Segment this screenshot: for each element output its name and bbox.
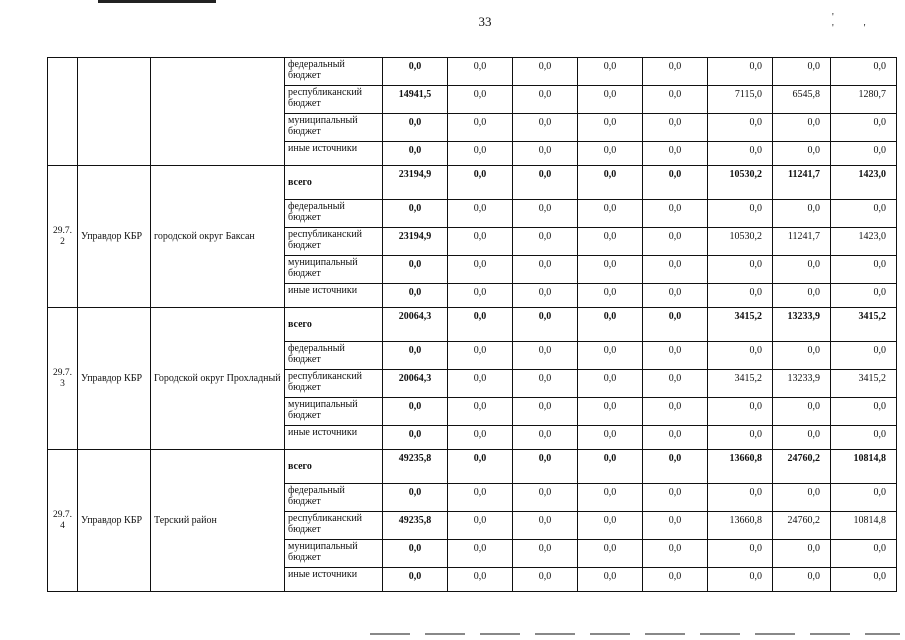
value-cell: 0,0: [773, 484, 831, 512]
value-cell: 0,0: [383, 142, 448, 166]
funding-source: иные источники: [285, 142, 383, 166]
funding-source: муниципальный бюджет: [285, 398, 383, 426]
value-cell: 0,0: [513, 86, 578, 114]
value-cell: 0,0: [513, 426, 578, 450]
value-cell: 0,0: [513, 450, 578, 484]
value-cell: 0,0: [773, 200, 831, 228]
funding-source: республиканский бюджет: [285, 228, 383, 256]
value-cell: 0,0: [448, 58, 513, 86]
page-number: 33: [478, 14, 492, 29]
value-cell: 0,0: [578, 370, 643, 398]
value-cell: 0,0: [643, 142, 708, 166]
value-cell: 0,0: [643, 540, 708, 568]
value-cell: 0,0: [448, 228, 513, 256]
value-cell: 11241,7: [773, 228, 831, 256]
value-cell: 0,0: [708, 540, 773, 568]
value-cell: 0,0: [448, 512, 513, 540]
value-cell: 0,0: [448, 426, 513, 450]
value-cell: 0,0: [831, 568, 897, 592]
value-cell: 0,0: [448, 342, 513, 370]
group-code: 29.7. 4: [48, 450, 78, 592]
value-cell: 0,0: [708, 284, 773, 308]
value-cell: 20064,3: [383, 370, 448, 398]
value-cell: 0,0: [578, 166, 643, 200]
value-cell: 0,0: [831, 200, 897, 228]
table-row: [48, 308, 897, 342]
value-cell: 0,0: [831, 426, 897, 450]
funding-table: [47, 57, 897, 592]
value-cell: 0,0: [643, 426, 708, 450]
value-cell: 0,0: [578, 142, 643, 166]
value-cell: 0,0: [448, 200, 513, 228]
value-cell: 0,0: [578, 398, 643, 426]
value-cell: 0,0: [578, 568, 643, 592]
value-cell: 0,0: [831, 398, 897, 426]
value-cell: 0,0: [578, 58, 643, 86]
value-cell: 0,0: [708, 200, 773, 228]
value-cell: 3415,2: [708, 308, 773, 342]
value-cell: 0,0: [643, 86, 708, 114]
value-cell: 10814,8: [831, 450, 897, 484]
top-edge-mark: [98, 0, 216, 3]
value-cell: 13660,8: [708, 450, 773, 484]
value-cell: 3415,2: [831, 308, 897, 342]
table-row: [48, 166, 897, 200]
value-cell: 0,0: [383, 58, 448, 86]
value-cell: 0,0: [708, 398, 773, 426]
group-executor: Управдор КБР: [78, 450, 151, 592]
value-cell: 0,0: [578, 200, 643, 228]
value-cell: 0,0: [831, 484, 897, 512]
value-cell: 0,0: [831, 142, 897, 166]
funding-source: республиканский бюджет: [285, 370, 383, 398]
table-body: [48, 58, 897, 592]
value-cell: 0,0: [643, 342, 708, 370]
value-cell: 0,0: [513, 228, 578, 256]
corner-marks: ' '': [832, 12, 896, 34]
value-cell: 0,0: [448, 450, 513, 484]
table-row: [48, 450, 897, 484]
value-cell: 0,0: [643, 228, 708, 256]
value-cell: 0,0: [448, 568, 513, 592]
value-cell: 0,0: [708, 342, 773, 370]
funding-source: всего: [285, 308, 383, 342]
funding-source: республиканский бюджет: [285, 86, 383, 114]
value-cell: 0,0: [513, 398, 578, 426]
value-cell: 0,0: [643, 256, 708, 284]
value-cell: 23194,9: [383, 166, 448, 200]
value-cell: 0,0: [773, 284, 831, 308]
value-cell: 24760,2: [773, 450, 831, 484]
value-cell: 0,0: [513, 308, 578, 342]
value-cell: 0,0: [831, 284, 897, 308]
value-cell: 0,0: [643, 568, 708, 592]
value-cell: 0,0: [773, 568, 831, 592]
value-cell: 11241,7: [773, 166, 831, 200]
value-cell: 0,0: [383, 568, 448, 592]
value-cell: 10530,2: [708, 166, 773, 200]
value-cell: 0,0: [448, 256, 513, 284]
value-cell: 3415,2: [831, 370, 897, 398]
value-cell: 0,0: [831, 540, 897, 568]
funding-source: муниципальный бюджет: [285, 540, 383, 568]
value-cell: 0,0: [708, 256, 773, 284]
value-cell: 0,0: [773, 342, 831, 370]
value-cell: 0,0: [578, 86, 643, 114]
value-cell: 0,0: [383, 484, 448, 512]
value-cell: 0,0: [578, 512, 643, 540]
value-cell: 0,0: [448, 484, 513, 512]
value-cell: 0,0: [831, 114, 897, 142]
value-cell: 0,0: [708, 568, 773, 592]
value-cell: 0,0: [708, 142, 773, 166]
value-cell: 0,0: [708, 484, 773, 512]
value-cell: 0,0: [513, 166, 578, 200]
value-cell: 1423,0: [831, 166, 897, 200]
value-cell: 24760,2: [773, 512, 831, 540]
value-cell: 0,0: [708, 426, 773, 450]
value-cell: 0,0: [383, 256, 448, 284]
value-cell: 0,0: [448, 308, 513, 342]
value-cell: 0,0: [448, 114, 513, 142]
value-cell: 0,0: [513, 342, 578, 370]
value-cell: 0,0: [513, 142, 578, 166]
value-cell: 20064,3: [383, 308, 448, 342]
value-cell: 0,0: [773, 256, 831, 284]
value-cell: 0,0: [773, 142, 831, 166]
group-territory: Терский район: [151, 450, 285, 592]
value-cell: 0,0: [773, 426, 831, 450]
value-cell: 1280,7: [831, 86, 897, 114]
value-cell: 0,0: [643, 308, 708, 342]
value-cell: 0,0: [773, 540, 831, 568]
group-code: 29.7. 2: [48, 166, 78, 308]
value-cell: 49235,8: [383, 450, 448, 484]
value-cell: 0,0: [383, 540, 448, 568]
value-cell: 0,0: [513, 540, 578, 568]
value-cell: 0,0: [578, 284, 643, 308]
funding-source: федеральный бюджет: [285, 484, 383, 512]
value-cell: 0,0: [643, 200, 708, 228]
funding-source: всего: [285, 166, 383, 200]
value-cell: 0,0: [708, 114, 773, 142]
value-cell: 0,0: [513, 284, 578, 308]
value-cell: 10530,2: [708, 228, 773, 256]
value-cell: 0,0: [513, 256, 578, 284]
funding-source: федеральный бюджет: [285, 200, 383, 228]
value-cell: 0,0: [773, 114, 831, 142]
value-cell: 0,0: [383, 284, 448, 308]
value-cell: 0,0: [578, 308, 643, 342]
value-cell: 0,0: [448, 284, 513, 308]
value-cell: 0,0: [448, 86, 513, 114]
value-cell: 10814,8: [831, 512, 897, 540]
value-cell: 0,0: [578, 450, 643, 484]
value-cell: 0,0: [513, 114, 578, 142]
value-cell: 0,0: [513, 568, 578, 592]
value-cell: 6545,8: [773, 86, 831, 114]
value-cell: 0,0: [383, 398, 448, 426]
funding-source: иные источники: [285, 426, 383, 450]
value-cell: 0,0: [448, 370, 513, 398]
group-territory: Городской округ Прохладный: [151, 308, 285, 450]
value-cell: 0,0: [708, 58, 773, 86]
value-cell: 0,0: [643, 512, 708, 540]
value-cell: 3415,2: [708, 370, 773, 398]
value-cell: 0,0: [831, 342, 897, 370]
group-executor: Управдор КБР: [78, 308, 151, 450]
value-cell: 0,0: [448, 166, 513, 200]
value-cell: 49235,8: [383, 512, 448, 540]
value-cell: 0,0: [578, 342, 643, 370]
table-row: [48, 58, 897, 86]
value-cell: 14941,5: [383, 86, 448, 114]
value-cell: 0,0: [448, 142, 513, 166]
value-cell: 0,0: [513, 484, 578, 512]
funding-source: муниципальный бюджет: [285, 256, 383, 284]
group-executor: [78, 58, 151, 166]
group-code: [48, 58, 78, 166]
value-cell: 0,0: [448, 398, 513, 426]
value-cell: 0,0: [831, 256, 897, 284]
funding-source: иные источники: [285, 284, 383, 308]
value-cell: 0,0: [383, 200, 448, 228]
value-cell: 0,0: [513, 370, 578, 398]
funding-source: муниципальный бюджет: [285, 114, 383, 142]
value-cell: 0,0: [643, 450, 708, 484]
value-cell: 0,0: [643, 166, 708, 200]
funding-source: всего: [285, 450, 383, 484]
value-cell: 0,0: [383, 426, 448, 450]
value-cell: 0,0: [643, 484, 708, 512]
value-cell: 13233,9: [773, 308, 831, 342]
value-cell: 0,0: [773, 58, 831, 86]
value-cell: 0,0: [643, 370, 708, 398]
value-cell: 0,0: [643, 114, 708, 142]
value-cell: 7115,0: [708, 86, 773, 114]
value-cell: 0,0: [578, 228, 643, 256]
value-cell: 0,0: [448, 540, 513, 568]
value-cell: 0,0: [643, 284, 708, 308]
value-cell: 0,0: [383, 114, 448, 142]
funding-source: республиканский бюджет: [285, 512, 383, 540]
value-cell: 0,0: [513, 512, 578, 540]
value-cell: 0,0: [578, 114, 643, 142]
value-cell: 0,0: [831, 58, 897, 86]
value-cell: 13233,9: [773, 370, 831, 398]
group-executor: Управдор КБР: [78, 166, 151, 308]
value-cell: 0,0: [578, 426, 643, 450]
value-cell: 0,0: [578, 484, 643, 512]
group-code: 29.7. 3: [48, 308, 78, 450]
funding-source: иные источники: [285, 568, 383, 592]
group-territory: городской округ Баксан: [151, 166, 285, 308]
value-cell: 0,0: [578, 540, 643, 568]
group-territory: [151, 58, 285, 166]
value-cell: 0,0: [383, 342, 448, 370]
funding-source: федеральный бюджет: [285, 342, 383, 370]
value-cell: 23194,9: [383, 228, 448, 256]
funding-source: федеральный бюджет: [285, 58, 383, 86]
value-cell: 13660,8: [708, 512, 773, 540]
value-cell: 0,0: [773, 398, 831, 426]
value-cell: 0,0: [513, 200, 578, 228]
value-cell: 1423,0: [831, 228, 897, 256]
value-cell: 0,0: [643, 398, 708, 426]
value-cell: 0,0: [643, 58, 708, 86]
bottom-scan-marks: [370, 633, 900, 635]
value-cell: 0,0: [578, 256, 643, 284]
value-cell: 0,0: [513, 58, 578, 86]
